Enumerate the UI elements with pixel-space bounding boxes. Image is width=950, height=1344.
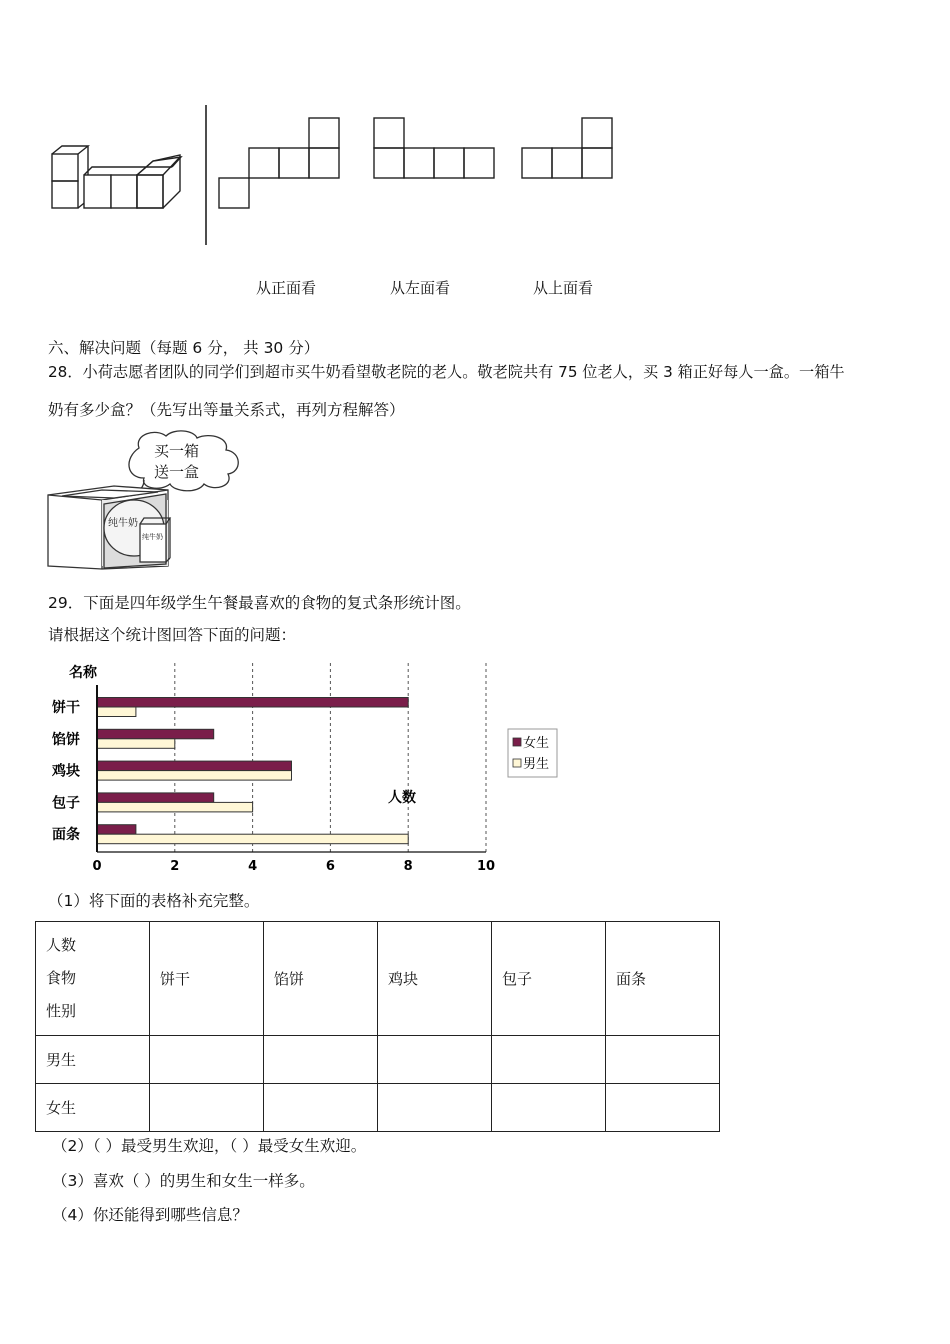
corner-label-count: 人数 bbox=[46, 936, 77, 954]
legend bbox=[508, 729, 557, 777]
category-label: 饼干 bbox=[52, 700, 80, 716]
left-view-label: 从左面看 bbox=[390, 279, 451, 297]
q29-sub4: （4）你还能得到哪些信息？ bbox=[52, 1206, 248, 1224]
category-label: 包子 bbox=[52, 795, 80, 812]
y-axis-label: 名称 bbox=[69, 665, 97, 681]
x-tick-label: 10 bbox=[476, 859, 496, 874]
top-view-label: 从上面看 bbox=[533, 279, 594, 297]
answer-cell[interactable] bbox=[264, 1036, 378, 1084]
category-label: 鸡块 bbox=[52, 763, 80, 780]
category-label: 馅饼 bbox=[52, 731, 80, 748]
q29-text-line1: 29．下面是四年级学生午餐最喜欢的食物的复式条形统计图。 bbox=[48, 594, 471, 612]
front-view-drawing bbox=[219, 118, 339, 208]
answer-cell[interactable] bbox=[606, 1084, 720, 1132]
column-header: 鸡块 bbox=[378, 922, 492, 1036]
x-tick-label: 8 bbox=[403, 859, 413, 874]
column-header: 饼干 bbox=[150, 922, 264, 1036]
answer-cell[interactable] bbox=[264, 1084, 378, 1132]
table-corner-cell bbox=[36, 922, 150, 1036]
bar-boys bbox=[97, 771, 292, 781]
top-view-drawing bbox=[522, 118, 612, 178]
cube-views-figure bbox=[40, 95, 640, 255]
row-header: 男生 bbox=[36, 1036, 150, 1084]
big-box-label: 纯牛奶 bbox=[108, 518, 138, 529]
legend-label-girls: 女生 bbox=[523, 736, 550, 751]
bar-chart bbox=[40, 655, 570, 880]
answer-cell[interactable] bbox=[378, 1084, 492, 1132]
answer-cell[interactable] bbox=[150, 1036, 264, 1084]
answer-table bbox=[35, 921, 720, 1132]
bar-boys bbox=[97, 802, 253, 812]
q29-sub2: （2）（ ）最受男生欢迎，（ ）最受女生欢迎。 bbox=[52, 1137, 367, 1155]
bar-girls bbox=[97, 793, 214, 803]
q29-text-line2: 请根据这个统计图回答下面的问题： bbox=[48, 626, 297, 644]
x-axis-label: 人数 bbox=[388, 790, 416, 806]
section-heading: 六、解决问题（每题 6 分， 共 30 分） bbox=[48, 339, 320, 357]
x-tick-label: 0 bbox=[92, 859, 102, 874]
x-tick-label: 4 bbox=[248, 859, 258, 874]
front-view-label: 从正面看 bbox=[256, 279, 317, 297]
column-header: 包子 bbox=[492, 922, 606, 1036]
bar-boys bbox=[97, 707, 136, 717]
q29-sub3: （3）喜欢（ ）的男生和女生一样多。 bbox=[52, 1172, 315, 1190]
bar-girls bbox=[97, 729, 214, 739]
category-label: 面条 bbox=[52, 827, 80, 844]
legend-label-boys: 男生 bbox=[523, 757, 550, 772]
corner-label-food: 食物 bbox=[46, 969, 77, 987]
answer-cell[interactable] bbox=[150, 1084, 264, 1132]
small-box-label: 纯牛奶 bbox=[142, 533, 163, 541]
legend-swatch-girls bbox=[513, 738, 521, 746]
bar-girls bbox=[97, 825, 136, 835]
q28-text-line2: 奶有多少盒？（先写出等量关系式，再列方程解答） bbox=[48, 401, 405, 419]
legend-swatch-boys bbox=[513, 759, 521, 767]
x-tick-label: 2 bbox=[170, 859, 180, 874]
bar-girls bbox=[97, 761, 292, 771]
left-view-drawing bbox=[374, 118, 494, 178]
bar-boys bbox=[97, 834, 408, 844]
milk-box-illustration bbox=[44, 428, 249, 570]
bar-girls bbox=[97, 698, 408, 708]
row-header: 女生 bbox=[36, 1084, 150, 1132]
x-tick-label: 6 bbox=[325, 859, 335, 874]
answer-cell[interactable] bbox=[378, 1036, 492, 1084]
column-header: 面条 bbox=[606, 922, 720, 1036]
bubble-text-line2: 送一盒 bbox=[154, 463, 200, 481]
q29-sub1: （1）将下面的表格补充完整。 bbox=[48, 892, 260, 910]
solid-3d-drawing bbox=[52, 146, 181, 208]
bubble-text-line1: 买一箱 bbox=[154, 442, 200, 460]
q28-text-line1: 28．小荷志愿者团队的同学们到超市买牛奶看望敬老院的老人。敬老院共有 75 位老人，买 3 箱正好每人一盒。一箱牛 bbox=[48, 363, 845, 381]
answer-cell[interactable] bbox=[492, 1036, 606, 1084]
bar-boys bbox=[97, 739, 175, 749]
corner-label-gender: 性别 bbox=[46, 1002, 77, 1020]
answer-cell[interactable] bbox=[492, 1084, 606, 1132]
answer-cell[interactable] bbox=[606, 1036, 720, 1084]
column-header: 馅饼 bbox=[264, 922, 378, 1036]
